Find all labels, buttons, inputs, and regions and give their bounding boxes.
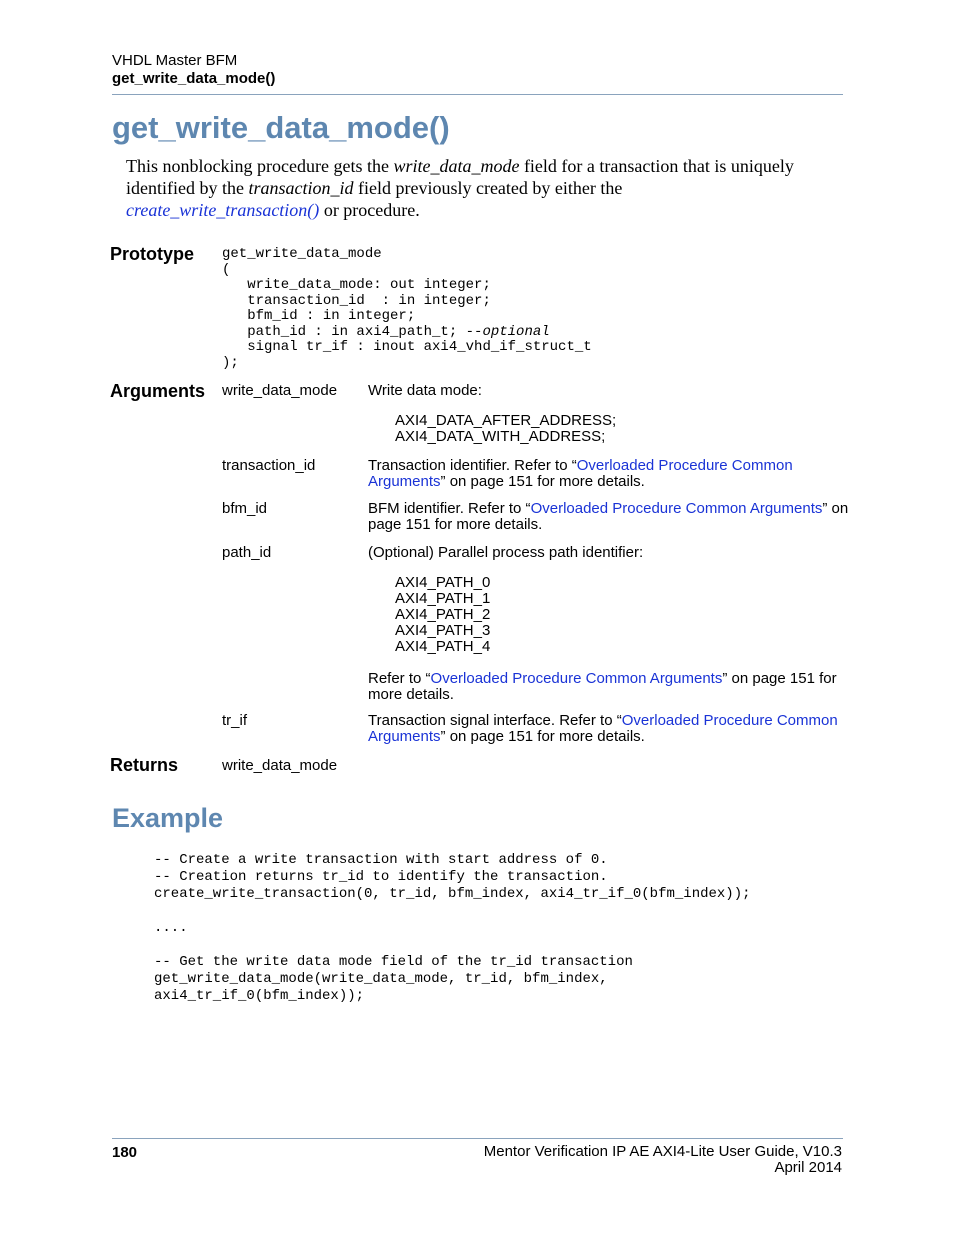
code-line (154, 937, 751, 954)
arg-desc-text: ” on page 151 for more details. (368, 500, 849, 533)
arg-desc-text: Refer to “ (368, 670, 431, 687)
footer-rule (112, 1138, 843, 1139)
code-line: axi4_tr_if_0(bfm_index)); (154, 988, 365, 1004)
prototype-label: Prototype (110, 244, 195, 264)
header-section: get_write_data_mode() (112, 70, 276, 87)
arg-desc-text: ” on page 151 for more details. (440, 728, 645, 745)
intro-text-3: field previously created by either the (353, 178, 623, 198)
arg-desc-text: ” on page 151 for more details. (368, 670, 837, 703)
arg-desc-text: Transaction identifier. Refer to “ (368, 457, 577, 474)
prototype-line: write_data_mode: out integer; (222, 277, 491, 293)
arg-desc-tr-if (368, 713, 860, 745)
overloaded-args-link[interactable]: Overloaded Procedure Common Arguments (368, 457, 793, 490)
arg-desc-text: ” on page 151 for more details. (440, 473, 645, 490)
code-line (154, 903, 751, 920)
prototype-code (222, 247, 592, 371)
arg-name-write-data-mode: write_data_mode (222, 382, 338, 399)
prototype-line: signal tr_if : inout axi4_vhd_if_struct_t (222, 339, 592, 355)
example-heading: Example (112, 803, 224, 833)
prototype-line: get_write_data_mode (222, 246, 382, 262)
prototype-line: bfm_id : in integer; (222, 308, 416, 324)
prototype-path-id: path_id : in axi4_path_t; -- (222, 323, 483, 340)
intro-field-transaction-id: transaction_id (248, 178, 354, 198)
arg-desc-text: Transaction signal interface. Refer to “ (368, 712, 622, 729)
arg-desc-refer (368, 671, 860, 703)
enum-value: AXI4_DATA_WITH_ADDRESS; (395, 428, 606, 445)
running-header (112, 52, 275, 88)
enum-value: AXI4_DATA_AFTER_ADDRESS; (395, 412, 617, 429)
arg-name-transaction-id: transaction_id (222, 457, 316, 474)
code-line: get_write_data_mode(write_data_mode, tr_id, bfm_index, (154, 971, 608, 987)
enum-value: AXI4_PATH_2 (395, 606, 491, 623)
header-rule (112, 94, 843, 95)
footer-guide-title: Mentor Verification IP AE AXI4-Lite User Guide, V10.3 (483, 1143, 842, 1160)
page-title: get_write_data_mode() (112, 110, 450, 145)
intro-paragraph (126, 155, 846, 221)
arg-desc-text: BFM identifier. Refer to “ (368, 500, 531, 517)
arg-desc-write-data-mode (368, 383, 860, 445)
arguments-label: Arguments (110, 381, 206, 401)
header-chapter: VHDL Master BFM (112, 52, 238, 69)
enum-value: AXI4_PATH_3 (395, 622, 491, 639)
prototype-line: ); (222, 354, 239, 371)
enum-value: AXI4_PATH_4 (395, 638, 491, 655)
create-write-transaction-link[interactable]: create_write_transaction() (126, 200, 320, 220)
intro-field-write-data-mode: write_data_mode (393, 156, 520, 176)
code-line: .... (154, 920, 188, 936)
enum-value: AXI4_PATH_0 (395, 574, 491, 591)
arg-name-tr-if: tr_if (222, 712, 248, 729)
code-line: -- Get the write data mode field of the tr_id transaction (154, 954, 633, 970)
arg-desc-bfm-id (368, 501, 860, 533)
prototype-line: ( (222, 261, 231, 278)
prototype-line: transaction_id : in integer; (222, 292, 491, 309)
prototype-optional-comment: optional (482, 323, 550, 340)
enum-value: AXI4_PATH_1 (395, 590, 491, 607)
page-number: 180 (112, 1144, 138, 1161)
arg-name-bfm-id: bfm_id (222, 500, 268, 517)
returns-value: write_data_mode (222, 757, 338, 774)
example-code (154, 852, 751, 1005)
intro-text-4: or procedure. (319, 200, 420, 220)
arg-desc-transaction-id (368, 458, 860, 490)
prototype-line (222, 325, 592, 341)
arg-desc-text: Write data mode: (368, 382, 482, 399)
overloaded-args-link[interactable]: Overloaded Procedure Common Arguments (430, 670, 723, 687)
arg-name-path-id: path_id (222, 544, 272, 561)
arg-desc-text: (Optional) Parallel process path identifier: (368, 544, 644, 561)
footer-date: April 2014 (774, 1159, 842, 1176)
code-line: -- Create a write transaction with start address of 0. (154, 852, 608, 868)
overloaded-args-link[interactable]: Overloaded Procedure Common Arguments (530, 500, 823, 517)
intro-text-2: field for a transaction that is uniquely identified by the (126, 156, 794, 198)
overloaded-args-link[interactable]: Overloaded Procedure Common Arguments (368, 712, 838, 745)
returns-label: Returns (110, 755, 179, 775)
arg-desc-path-id (368, 545, 860, 703)
footer-info (484, 1144, 842, 1176)
intro-text-1: This nonblocking procedure gets the (126, 156, 394, 176)
code-line: create_write_transaction(0, tr_id, bfm_index, axi4_tr_if_0(bfm_index)); (154, 886, 751, 902)
code-line: -- Creation returns tr_id to identify the transaction. (154, 869, 608, 885)
